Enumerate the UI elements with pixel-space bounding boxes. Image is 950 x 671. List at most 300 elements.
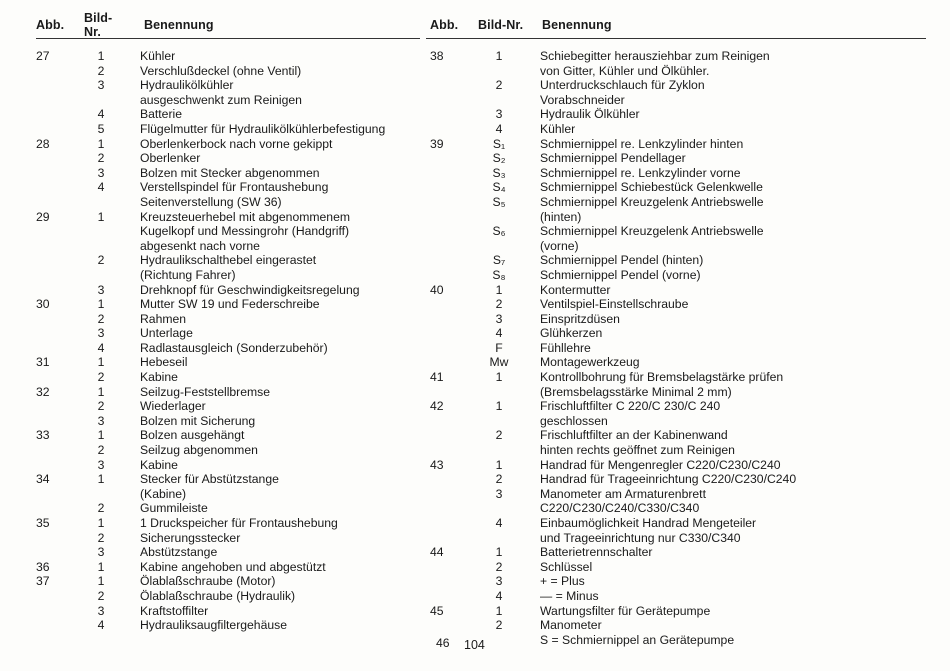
cell-abb bbox=[426, 385, 476, 400]
cell-bild-nr: 1 bbox=[97, 428, 105, 443]
cell-bild-nr: S₃ bbox=[492, 165, 506, 180]
table-row bbox=[426, 49, 926, 64]
cell-benennung: Batterietrennschalter bbox=[540, 545, 653, 560]
cell-abb bbox=[36, 370, 80, 385]
cell-abb bbox=[426, 472, 476, 487]
cell-benennung: Bolzen mit Stecker abgenommen bbox=[140, 165, 320, 180]
cell-bild-nr: S₅ bbox=[492, 194, 506, 209]
cell-abb bbox=[426, 326, 476, 341]
cell-abb bbox=[426, 239, 476, 254]
table-row bbox=[426, 64, 926, 79]
cell-abb: 30 bbox=[36, 297, 50, 312]
cell-benennung: Kühler bbox=[140, 49, 176, 63]
cell-bild-nr: 1 bbox=[495, 399, 503, 414]
table-row bbox=[426, 326, 926, 341]
cell-abb: 45 bbox=[430, 603, 444, 618]
cell-bild-nr: 1 bbox=[97, 472, 105, 487]
cell-bild-nr: 1 bbox=[97, 574, 105, 589]
cell-abb bbox=[36, 195, 80, 210]
table-row bbox=[426, 487, 926, 502]
table-row bbox=[36, 443, 420, 458]
table-row bbox=[426, 166, 926, 181]
table-row bbox=[36, 472, 420, 487]
table-row bbox=[36, 458, 420, 473]
cell-abb: 42 bbox=[430, 399, 444, 414]
table-row bbox=[426, 312, 926, 327]
table-row bbox=[426, 78, 926, 93]
cell-bild-nr: 3 bbox=[97, 78, 105, 93]
cell-abb bbox=[426, 618, 476, 633]
cell-abb bbox=[36, 341, 80, 356]
cell-benennung: (Bremsbelagsstärke Minimal 2 mm) bbox=[540, 384, 732, 399]
cell-bild-nr: 4 bbox=[495, 121, 503, 136]
cell-abb bbox=[426, 574, 476, 589]
cell-bild-nr: 4 bbox=[495, 326, 503, 341]
cell-abb: 34 bbox=[36, 472, 50, 487]
table-row bbox=[426, 589, 926, 604]
table-row bbox=[426, 355, 926, 370]
cell-benennung: Handrad für Mengenregler C220/C230/C240 bbox=[540, 457, 781, 472]
cell-bild-nr: 2 bbox=[97, 443, 105, 458]
table-row bbox=[36, 180, 420, 195]
cell-bild-nr: 2 bbox=[495, 428, 503, 443]
cell-bild-nr: 4 bbox=[495, 516, 503, 530]
table-row bbox=[36, 501, 420, 516]
cell-bild-nr bbox=[80, 93, 122, 108]
cell-abb: 40 bbox=[430, 282, 444, 297]
cell-bild-nr: 2 bbox=[97, 399, 105, 414]
cell-abb bbox=[426, 312, 476, 327]
cell-bild-nr: 3 bbox=[97, 326, 105, 341]
cell-abb bbox=[426, 531, 476, 546]
cell-abb bbox=[36, 122, 80, 137]
cell-benennung: Einbaumöglichkeit Handrad Mengeteiler bbox=[540, 516, 757, 530]
cell-bild-nr: S₈ bbox=[492, 267, 506, 282]
cell-bild-nr bbox=[80, 487, 122, 502]
cell-benennung: Sicherungsstecker bbox=[140, 530, 241, 545]
cell-bild-nr: 2 bbox=[495, 472, 503, 487]
cell-bild-nr bbox=[476, 385, 522, 400]
cell-benennung: Kreuzsteuerhebel mit abgenommenem bbox=[140, 209, 351, 224]
cell-benennung: Bolzen mit Sicherung bbox=[140, 413, 256, 428]
cell-abb bbox=[426, 297, 476, 312]
cell-bild-nr bbox=[80, 224, 122, 239]
cell-bild-nr: 2 bbox=[495, 618, 503, 633]
table-row bbox=[36, 414, 420, 429]
cell-benennung: Schmiernippel Pendel (vorne) bbox=[540, 267, 701, 282]
cell-bild-nr: 1 bbox=[97, 136, 105, 151]
table-row bbox=[426, 180, 926, 195]
cell-benennung: Kraftstoffilter bbox=[140, 603, 209, 618]
table-row bbox=[426, 239, 926, 254]
cell-benennung: Ventilspiel-Einstellschraube bbox=[540, 297, 689, 312]
table-row bbox=[426, 545, 926, 560]
cell-abb bbox=[426, 355, 476, 370]
table-row bbox=[36, 268, 420, 283]
cell-bild-nr: 3 bbox=[97, 282, 105, 297]
cell-abb bbox=[36, 545, 80, 560]
cell-benennung: Frischluftfilter an der Kabinenwand bbox=[540, 428, 728, 443]
table-row bbox=[426, 210, 926, 225]
table-row bbox=[36, 312, 420, 327]
table-row bbox=[426, 122, 926, 137]
cell-bild-nr: 2 bbox=[495, 78, 503, 93]
table-row bbox=[36, 516, 420, 531]
table-row bbox=[426, 399, 926, 414]
cell-bild-nr bbox=[476, 414, 522, 429]
cell-abb bbox=[426, 93, 476, 108]
cell-bild-nr: 1 bbox=[97, 559, 105, 574]
cell-abb bbox=[426, 253, 476, 268]
cell-benennung: Ölablaßschraube (Motor) bbox=[140, 574, 276, 589]
cell-abb bbox=[426, 268, 476, 283]
table-row bbox=[36, 589, 420, 604]
cell-abb bbox=[426, 78, 476, 93]
cell-abb bbox=[36, 399, 80, 414]
cell-bild-nr: 2 bbox=[97, 63, 105, 78]
cell-bild-nr: 1 bbox=[97, 516, 105, 530]
cell-benennung: Frischluftfilter C 220/C 230/C 240 bbox=[540, 399, 721, 414]
cell-bild-nr: 2 bbox=[97, 253, 105, 268]
cell-abb bbox=[36, 268, 80, 283]
cell-benennung: Manometer bbox=[540, 618, 602, 633]
cell-abb bbox=[426, 341, 476, 356]
cell-bild-nr: 1 bbox=[97, 49, 105, 63]
cell-benennung: Wartungsfilter für Gerätepumpe bbox=[540, 603, 711, 618]
cell-benennung: Montagewerkzeug bbox=[540, 355, 640, 370]
cell-bild-nr: 2 bbox=[97, 501, 105, 516]
table-row bbox=[426, 224, 926, 239]
table-row bbox=[426, 574, 926, 589]
cell-benennung: + = Plus bbox=[540, 574, 585, 589]
table-row bbox=[426, 93, 926, 108]
cell-bild-nr bbox=[476, 531, 522, 546]
cell-abb: 32 bbox=[36, 384, 50, 399]
table-row bbox=[36, 283, 420, 298]
cell-bild-nr: 1 bbox=[495, 370, 503, 385]
table-row bbox=[36, 151, 420, 166]
table-row bbox=[36, 574, 420, 589]
table-row bbox=[36, 107, 420, 122]
table-row bbox=[426, 385, 926, 400]
cell-benennung: Rahmen bbox=[140, 311, 187, 326]
cell-bild-nr bbox=[476, 210, 522, 225]
table-row bbox=[426, 151, 926, 166]
cell-benennung: — = Minus bbox=[540, 588, 599, 603]
page-number: 104 bbox=[464, 638, 485, 652]
table-row bbox=[426, 633, 926, 648]
cell-benennung: Mutter SW 19 und Federschreibe bbox=[140, 297, 320, 312]
table-row bbox=[426, 370, 926, 385]
table-row bbox=[36, 385, 420, 400]
cell-bild-nr: 1 bbox=[495, 49, 503, 63]
left-column bbox=[36, 11, 420, 633]
cell-benennung: Schmiernippel Schiebestück Gelenkwelle bbox=[540, 180, 763, 195]
cell-benennung: Flügelmutter für Hydraulikölkühlerbefestigung bbox=[140, 121, 386, 136]
header-abb: Abb. bbox=[430, 18, 459, 32]
cell-abb bbox=[426, 428, 476, 443]
cell-benennung: hinten rechts geöffnet zum Reinigen bbox=[540, 443, 735, 458]
cell-benennung: (vorne) bbox=[540, 238, 579, 253]
cell-benennung: (Kabine) bbox=[140, 486, 187, 501]
cell-bild-nr bbox=[476, 93, 522, 108]
table-row bbox=[36, 531, 420, 546]
table-row bbox=[426, 195, 926, 210]
cell-benennung: Hebeseil bbox=[140, 355, 188, 370]
cell-bild-nr: Mw bbox=[489, 355, 509, 370]
table-row bbox=[36, 64, 420, 79]
cell-benennung: Hydraulik Ölkühler bbox=[540, 107, 640, 122]
cell-benennung: Schmiernippel Pendel (hinten) bbox=[540, 253, 704, 268]
cell-bild-nr: 3 bbox=[495, 574, 503, 589]
cell-bild-nr bbox=[80, 239, 122, 254]
cell-benennung: Seilzug abgenommen bbox=[140, 443, 258, 458]
right-column bbox=[426, 14, 926, 647]
cell-benennung: Stecker für Abstützstange bbox=[140, 472, 279, 487]
cell-bild-nr: 2 bbox=[97, 151, 105, 166]
cell-bild-nr: 1 bbox=[495, 603, 503, 618]
cell-benennung: abgesenkt nach vorne bbox=[140, 238, 260, 253]
cell-abb bbox=[36, 283, 80, 298]
cell-abb bbox=[426, 501, 476, 516]
table-row bbox=[36, 166, 420, 181]
cell-bild-nr: 2 bbox=[97, 530, 105, 545]
cell-abb: 31 bbox=[36, 355, 50, 370]
cell-benennung: und Trageeinrichtung nur C330/C340 bbox=[540, 530, 741, 545]
cell-benennung: Radlastausgleich (Sonderzubehör) bbox=[140, 340, 328, 355]
table-row bbox=[36, 370, 420, 385]
cell-abb bbox=[36, 151, 80, 166]
table-row bbox=[36, 545, 420, 560]
cell-abb bbox=[36, 487, 80, 502]
cell-bild-nr: S₇ bbox=[492, 253, 506, 268]
cell-abb bbox=[36, 589, 80, 604]
table-row bbox=[426, 253, 926, 268]
cell-bild-nr: 2 bbox=[97, 588, 105, 603]
cell-benennung: Schmiernippel Kreuzgelenk Antriebswelle bbox=[540, 224, 764, 239]
table-row bbox=[426, 618, 926, 633]
table-row bbox=[36, 326, 420, 341]
cell-abb bbox=[426, 166, 476, 181]
header-abb: Abb. bbox=[36, 18, 65, 32]
cell-benennung: Verschlußdeckel (ohne Ventil) bbox=[140, 63, 302, 78]
cell-benennung: Ölablaßschraube (Hydraulik) bbox=[140, 588, 296, 603]
cell-abb bbox=[426, 151, 476, 166]
cell-benennung: von Gitter, Kühler und Ölkühler. bbox=[540, 63, 710, 78]
cell-abb: 29 bbox=[36, 209, 50, 224]
cell-bild-nr: 1 bbox=[97, 297, 105, 312]
cell-benennung: Schmiernippel re. Lenkzylinder hinten bbox=[540, 136, 744, 151]
cell-bild-nr bbox=[476, 64, 522, 79]
cell-abb: 43 bbox=[430, 457, 444, 472]
cell-abb bbox=[36, 501, 80, 516]
cell-benennung: Kontermutter bbox=[540, 282, 611, 297]
cell-bild-nr bbox=[476, 501, 522, 516]
table-row bbox=[36, 487, 420, 502]
cell-abb bbox=[36, 166, 80, 181]
table-row bbox=[426, 137, 926, 152]
cell-benennung: Kabine bbox=[140, 370, 178, 385]
table-row bbox=[426, 268, 926, 283]
cell-abb: 36 bbox=[36, 559, 50, 574]
cell-bild-nr: 3 bbox=[495, 486, 503, 501]
cell-abb bbox=[426, 122, 476, 137]
table-row bbox=[36, 428, 420, 443]
cell-benennung: Seitenverstellung (SW 36) bbox=[140, 194, 282, 209]
cell-benennung: Schmiernippel Kreuzgelenk Antriebswelle bbox=[540, 194, 764, 209]
cell-bild-nr: 4 bbox=[97, 107, 105, 122]
cell-bild-nr: F bbox=[495, 340, 503, 355]
cell-bild-nr: 3 bbox=[97, 457, 105, 472]
cell-bild-nr: 2 bbox=[97, 311, 105, 326]
table-row bbox=[426, 443, 926, 458]
cell-benennung: Gummileiste bbox=[140, 501, 208, 516]
cell-abb: 28 bbox=[36, 136, 50, 151]
cell-abb: 27 bbox=[36, 49, 50, 63]
cell-benennung: Drehknopf für Geschwindigkeitsregelung bbox=[140, 282, 360, 297]
cell-bild-nr: 3 bbox=[97, 545, 105, 560]
table-row bbox=[36, 341, 420, 356]
cell-abb bbox=[36, 443, 80, 458]
cell-benennung: Hydraulikschalthebel eingerastet bbox=[140, 253, 317, 268]
cell-bild-nr: 3 bbox=[495, 107, 503, 122]
cell-abb: 35 bbox=[36, 516, 50, 530]
cell-bild-nr: 1 bbox=[97, 384, 105, 399]
cell-abb bbox=[36, 312, 80, 327]
table-row bbox=[426, 604, 926, 619]
table-row bbox=[426, 501, 926, 516]
table-row bbox=[426, 107, 926, 122]
cell-benennung: 1 Druckspeicher für Frontaushebung bbox=[140, 516, 338, 530]
table-row bbox=[36, 560, 420, 575]
table-row bbox=[426, 458, 926, 473]
table-row bbox=[36, 253, 420, 268]
cell-abb: 37 bbox=[36, 574, 50, 589]
cell-abb bbox=[36, 107, 80, 122]
cell-bild-nr: S₁ bbox=[492, 136, 506, 151]
header-bild-nr: Bild-Nr. bbox=[478, 18, 524, 32]
cell-abb bbox=[36, 224, 80, 239]
cell-bild-nr: 4 bbox=[97, 180, 105, 195]
cell-benennung: Schmiernippel Pendellager bbox=[540, 151, 686, 166]
cell-benennung: Kühler bbox=[540, 121, 576, 136]
table-row bbox=[426, 297, 926, 312]
header-rule bbox=[426, 38, 926, 39]
table-row bbox=[36, 399, 420, 414]
cell-abb bbox=[426, 516, 476, 531]
table-row bbox=[36, 618, 420, 633]
cell-bild-nr bbox=[80, 268, 122, 283]
right-rows bbox=[426, 49, 926, 647]
cell-benennung: Kabine bbox=[140, 457, 178, 472]
cell-benennung: Glühkerzen bbox=[540, 326, 603, 341]
cell-benennung: S = Schmiernippel an Gerätepumpe bbox=[540, 632, 735, 647]
cell-abb bbox=[36, 326, 80, 341]
table-row bbox=[426, 560, 926, 575]
cell-bild-nr: 1 bbox=[495, 545, 503, 560]
table-row bbox=[36, 239, 420, 254]
cell-abb bbox=[36, 253, 80, 268]
cell-bild-nr: 4 bbox=[495, 588, 503, 603]
cell-benennung: Unterdruckschlauch für Zyklon bbox=[540, 78, 705, 93]
cell-bild-nr: 3 bbox=[97, 165, 105, 180]
cell-abb bbox=[36, 239, 80, 254]
cell-bild-nr: 1 bbox=[97, 209, 105, 224]
table-row bbox=[426, 283, 926, 298]
cell-abb bbox=[36, 458, 80, 473]
cell-abb: 44 bbox=[430, 545, 444, 560]
cell-abb bbox=[426, 487, 476, 502]
cell-benennung: Batterie bbox=[140, 107, 183, 122]
cell-abb: 39 bbox=[430, 136, 444, 151]
cell-bild-nr: S₂ bbox=[492, 151, 506, 166]
table-row bbox=[36, 93, 420, 108]
cell-abb bbox=[426, 210, 476, 225]
cell-abb bbox=[426, 589, 476, 604]
cell-benennung: Seilzug-Feststellbremse bbox=[140, 384, 271, 399]
table-row bbox=[36, 195, 420, 210]
cell-abb bbox=[426, 64, 476, 79]
table-row bbox=[36, 137, 420, 152]
cell-abb bbox=[426, 180, 476, 195]
table-row bbox=[426, 516, 926, 531]
cell-benennung: Kabine angehoben und abgestützt bbox=[140, 559, 326, 574]
table-row bbox=[36, 49, 420, 64]
table-row bbox=[36, 122, 420, 137]
cell-benennung: Schlüssel bbox=[540, 559, 593, 574]
table-row bbox=[426, 531, 926, 546]
table-row bbox=[36, 355, 420, 370]
left-rows bbox=[36, 49, 420, 633]
table-row bbox=[36, 224, 420, 239]
cell-bild-nr: 4 bbox=[97, 340, 105, 355]
table-row bbox=[36, 210, 420, 225]
cell-benennung: Wiederlager bbox=[140, 399, 206, 414]
cell-benennung: (Richtung Fahrer) bbox=[140, 267, 236, 282]
cell-abb bbox=[426, 443, 476, 458]
cell-benennung: (hinten) bbox=[540, 209, 582, 224]
cell-benennung: Vorabschneider bbox=[540, 92, 625, 107]
table-row bbox=[36, 78, 420, 93]
cell-bild-nr: 1 bbox=[495, 282, 503, 297]
table-row bbox=[426, 341, 926, 356]
cell-bild-nr bbox=[476, 443, 522, 458]
cell-benennung: Bolzen ausgehängt bbox=[140, 428, 245, 443]
cell-benennung: Handrad für Trageeinrichtung C220/C230/C240 bbox=[540, 472, 797, 487]
cell-bild-nr: 5 bbox=[97, 121, 105, 136]
cell-abb bbox=[426, 107, 476, 122]
cell-abb: 41 bbox=[430, 370, 444, 385]
cell-bild-nr bbox=[80, 195, 122, 210]
cell-benennung: Oberlenker bbox=[140, 151, 201, 166]
cell-benennung: Verstellspindel für Frontaushebung bbox=[140, 180, 329, 195]
cell-benennung: Hydrauliksaugfiltergehäuse bbox=[140, 618, 288, 633]
header-benennung: Benennung bbox=[542, 18, 612, 32]
cell-bild-nr: S₆ bbox=[492, 224, 506, 239]
cell-bild-nr: 3 bbox=[97, 413, 105, 428]
cell-bild-nr: S₄ bbox=[492, 180, 506, 195]
cell-bild-nr: 3 bbox=[97, 603, 105, 618]
cell-bild-nr: 1 bbox=[97, 355, 105, 370]
cell-benennung: ausgeschwenkt zum Reinigen bbox=[140, 92, 302, 107]
cell-benennung: Einspritzdüsen bbox=[540, 311, 620, 326]
cell-benennung: geschlossen bbox=[540, 413, 608, 428]
cell-abb bbox=[36, 414, 80, 429]
cell-abb bbox=[426, 414, 476, 429]
cell-bild-nr: 1 bbox=[495, 457, 503, 472]
table-header bbox=[36, 11, 420, 39]
cell-bild-nr: 2 bbox=[495, 297, 503, 312]
